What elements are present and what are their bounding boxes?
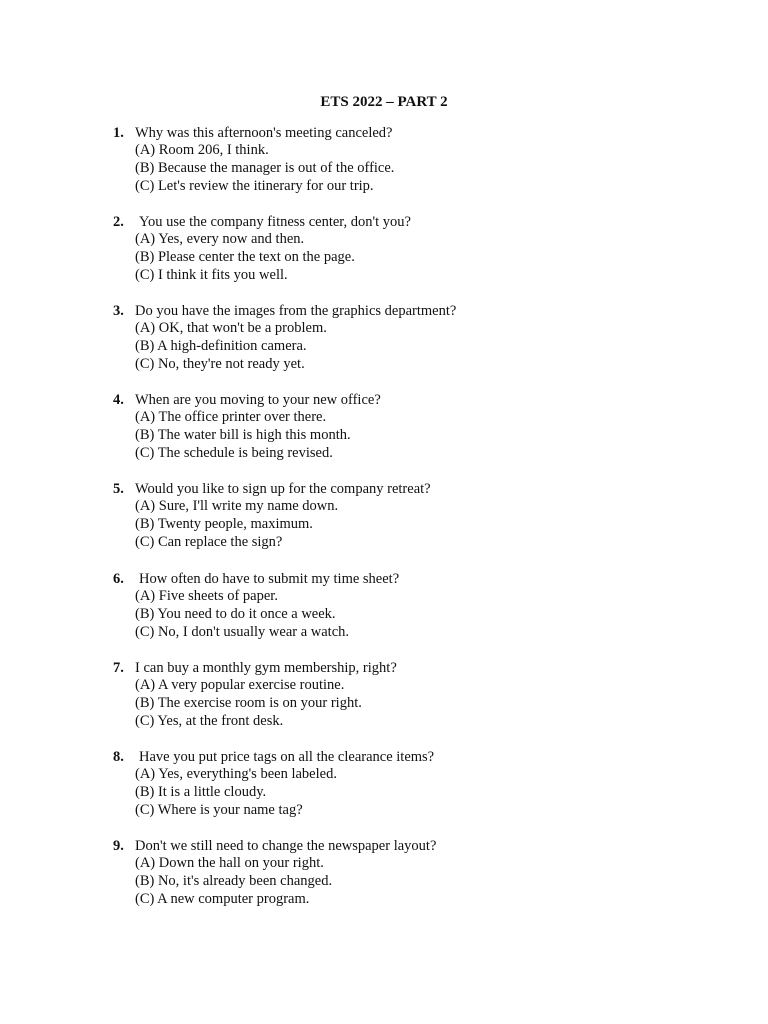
question-5 bbox=[113, 480, 713, 551]
option-b: (B) The water bill is high this month. bbox=[135, 426, 351, 443]
option-b: (B) Please center the text on the page. bbox=[135, 248, 355, 265]
option-c: (C) Where is your name tag? bbox=[135, 801, 303, 818]
question-text: You use the company fitness center, don't you? bbox=[139, 214, 411, 230]
option-a: (A) Down the hall on your right. bbox=[135, 855, 324, 871]
option-b: (B) No, it's already been changed. bbox=[135, 872, 333, 889]
option-a: (A) OK, that won't be a problem. bbox=[135, 320, 327, 336]
question-number: 1. bbox=[113, 125, 124, 141]
option-b: (B) Twenty people, maximum. bbox=[135, 515, 313, 532]
question-4 bbox=[113, 391, 713, 462]
option-c: (C) Let's review the itinerary for our trip. bbox=[135, 177, 374, 194]
option-c: (C) A new computer program. bbox=[135, 890, 310, 907]
question-text: Why was this afternoon's meeting canceled? bbox=[135, 125, 393, 141]
question-text: Do you have the images from the graphics department? bbox=[135, 303, 457, 319]
option-c: (C) No, I don't usually wear a watch. bbox=[135, 623, 350, 640]
option-c: (C) Yes, at the front desk. bbox=[135, 712, 284, 729]
option-a: (A) Sure, I'll write my name down. bbox=[135, 498, 339, 514]
option-b: (B) It is a little cloudy. bbox=[135, 783, 267, 800]
question-2 bbox=[113, 213, 713, 284]
option-c: (C) The schedule is being revised. bbox=[135, 444, 333, 461]
question-number: 3. bbox=[113, 303, 124, 319]
option-b: (B) You need to do it once a week. bbox=[135, 605, 336, 622]
question-number: 9. bbox=[113, 838, 124, 854]
question-number: 7. bbox=[113, 660, 124, 676]
option-c: (C) No, they're not ready yet. bbox=[135, 355, 305, 372]
option-b: (B) Because the manager is out of the office. bbox=[135, 159, 395, 176]
option-b: (B) The exercise room is on your right. bbox=[135, 694, 362, 711]
option-b: (B) A high-definition camera. bbox=[135, 337, 307, 354]
option-a: (A) A very popular exercise routine. bbox=[135, 677, 345, 693]
page-title: ETS 2022 – PART 2 bbox=[320, 94, 448, 110]
option-a: (A) Yes, every now and then. bbox=[135, 231, 305, 247]
question-number: 8. bbox=[113, 749, 124, 765]
question-3 bbox=[113, 302, 713, 373]
option-a: (A) Room 206, I think. bbox=[135, 142, 269, 158]
option-c: (C) Can replace the sign? bbox=[135, 533, 283, 550]
question-1 bbox=[113, 124, 713, 195]
question-number: 5. bbox=[113, 481, 124, 497]
option-a: (A) Yes, everything's been labeled. bbox=[135, 766, 337, 782]
question-text: When are you moving to your new office? bbox=[135, 392, 381, 408]
question-8 bbox=[113, 748, 713, 819]
question-text: Don't we still need to change the newspaper layout? bbox=[135, 838, 437, 854]
question-6 bbox=[113, 570, 713, 641]
question-text: I can buy a monthly gym membership, right? bbox=[135, 660, 397, 676]
option-a: (A) Five sheets of paper. bbox=[135, 588, 278, 604]
option-a: (A) The office printer over there. bbox=[135, 409, 327, 425]
question-text: How often do have to submit my time sheet? bbox=[139, 571, 400, 587]
question-number: 6. bbox=[113, 571, 124, 587]
question-text: Would you like to sign up for the company retreat? bbox=[135, 481, 431, 497]
question-7 bbox=[113, 659, 713, 730]
question-number: 4. bbox=[113, 392, 124, 408]
question-number: 2. bbox=[113, 214, 124, 230]
option-c: (C) I think it fits you well. bbox=[135, 266, 288, 283]
question-9 bbox=[113, 837, 713, 908]
question-text: Have you put price tags on all the clearance items? bbox=[139, 749, 435, 765]
